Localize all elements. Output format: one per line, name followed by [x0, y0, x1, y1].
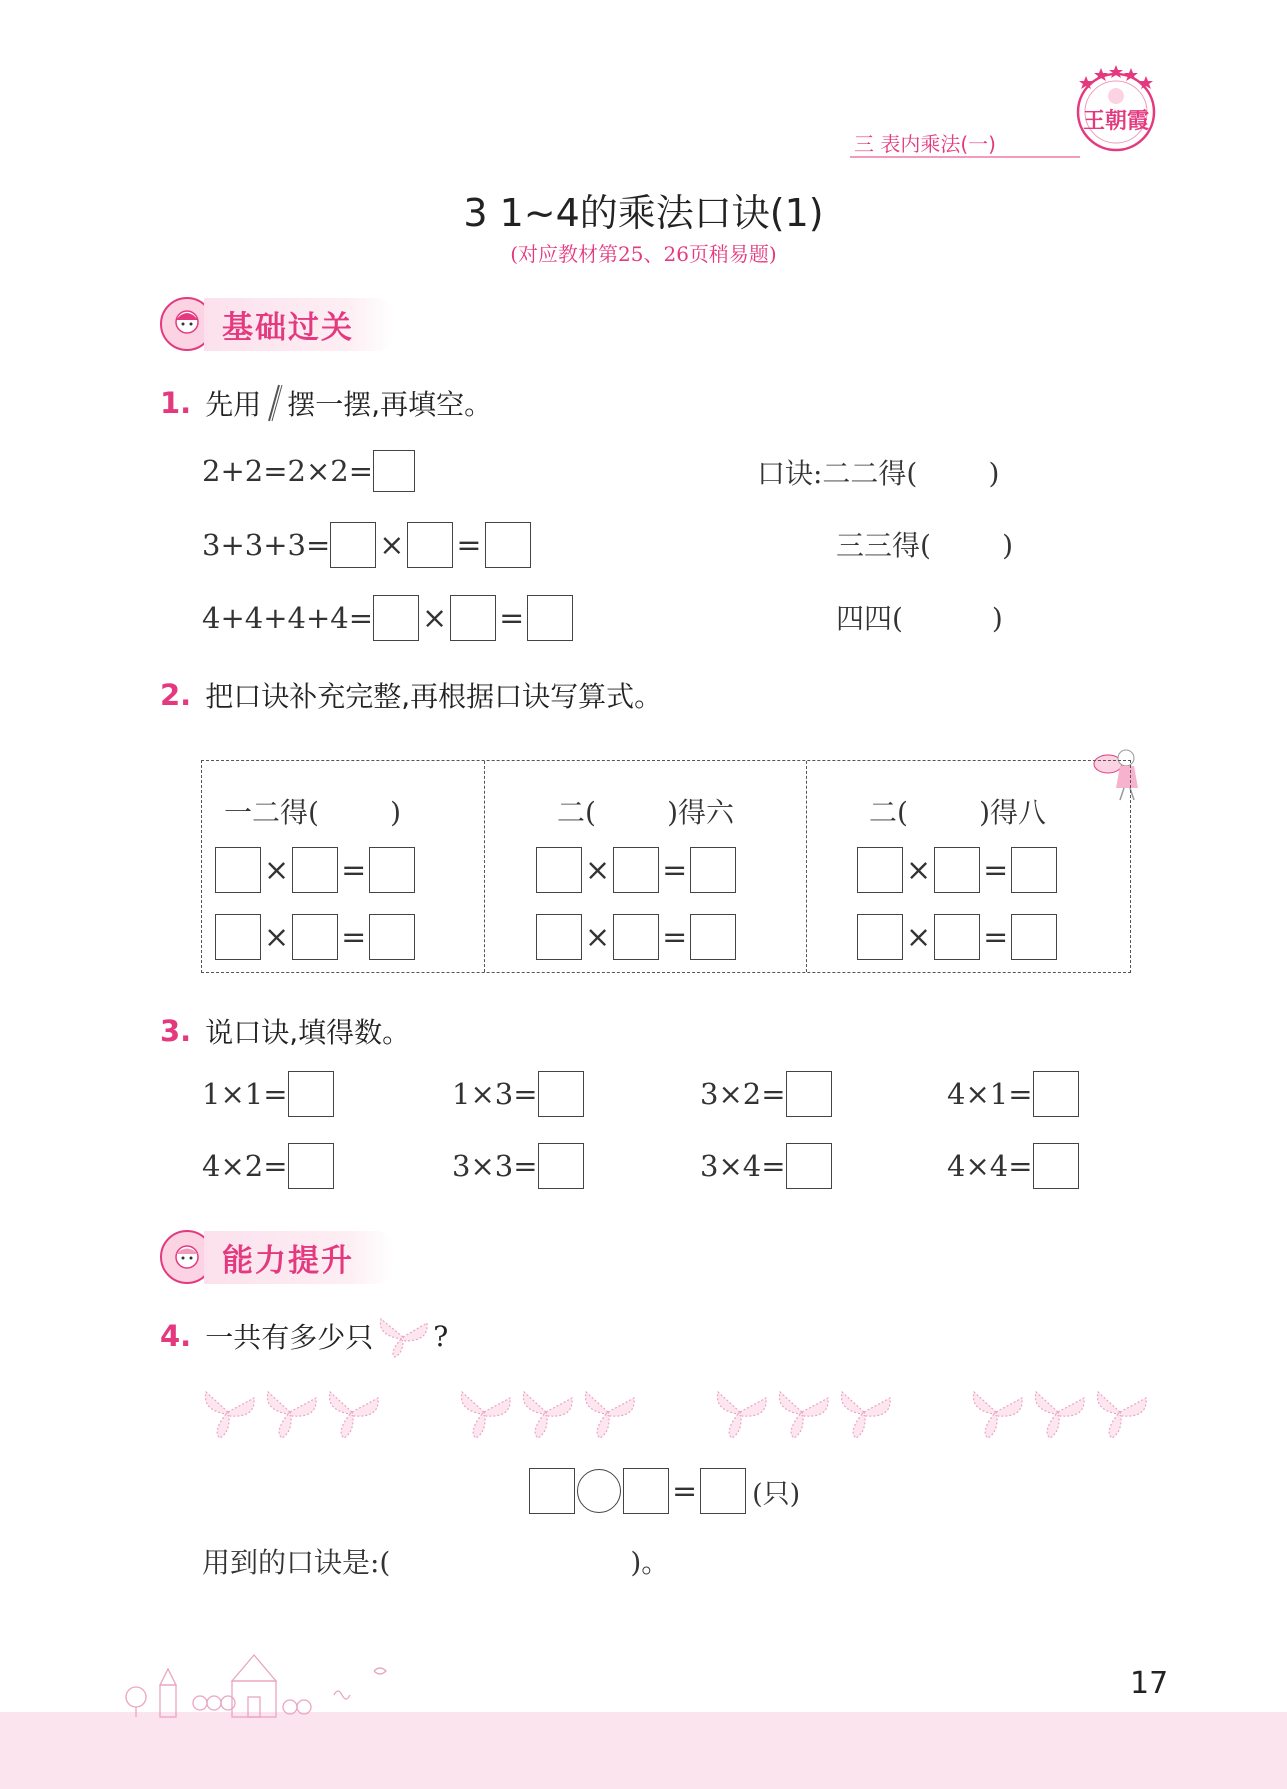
answer-box[interactable] — [1033, 1071, 1079, 1117]
q1-rhyme-2[interactable]: 三三得( ) — [836, 529, 1014, 562]
q2-cell-3-rhyme[interactable]: 二( )得八 — [869, 796, 1047, 829]
operator-circle[interactable] — [577, 1469, 621, 1513]
answer-box[interactable] — [215, 914, 261, 960]
equals-sign: = — [672, 1473, 698, 1509]
question-4-number: 4. — [160, 1319, 192, 1353]
answer-box[interactable] — [330, 522, 376, 568]
butterfly-group — [200, 1386, 386, 1440]
question-1-number: 1. — [160, 386, 192, 420]
q2-cell-2-eq-1 — [536, 847, 736, 893]
q3-item-expression: 3×3= — [452, 1149, 538, 1183]
times-sign: × — [422, 600, 448, 636]
answer-box[interactable] — [529, 1468, 575, 1514]
question-4-qmark: ? — [433, 1319, 449, 1353]
chapter-header — [850, 124, 1080, 158]
butterfly-icon — [324, 1386, 382, 1440]
q4-rhyme-prefix: 用到的口诀是:( — [202, 1546, 391, 1579]
brand-logo-text: 王朝霞 — [1082, 108, 1149, 134]
answer-box[interactable] — [538, 1143, 584, 1189]
q4-rhyme-blank[interactable] — [390, 1541, 630, 1581]
answer-box[interactable] — [690, 847, 736, 893]
butterfly-icon — [262, 1386, 320, 1440]
times-sign: × — [906, 852, 932, 888]
q1-row-1 — [202, 450, 415, 492]
question-3-text: 说口诀,填得数。 — [205, 1016, 411, 1049]
equals-sign: = — [499, 600, 525, 636]
answer-box[interactable] — [450, 595, 496, 641]
times-sign: × — [379, 527, 405, 563]
answer-box[interactable] — [407, 522, 453, 568]
equals-sign: = — [341, 852, 367, 888]
section-basic-label: 基础过关 — [204, 298, 394, 351]
equals-sign: = — [662, 919, 688, 955]
equals-sign: = — [662, 852, 688, 888]
answer-box[interactable] — [292, 847, 338, 893]
equals-sign: = — [341, 919, 367, 955]
stick-icon — [263, 383, 285, 423]
butterfly-icon — [1030, 1386, 1088, 1440]
question-1-text-before: 先用 — [205, 388, 262, 421]
butterfly-group — [456, 1386, 642, 1440]
chapter-underline — [850, 156, 1080, 158]
answer-box[interactable] — [536, 847, 582, 893]
question-1-text-after: 摆一摆,再填空。 — [287, 388, 493, 421]
answer-box[interactable] — [1011, 914, 1057, 960]
q2-cell-3-eq-1 — [857, 847, 1057, 893]
q3-item-1 — [202, 1071, 334, 1117]
question-2 — [160, 675, 662, 715]
q4-rhyme-suffix: )。 — [630, 1546, 670, 1579]
answer-box[interactable] — [288, 1143, 334, 1189]
q1-row-3-expression: 4+4+4+4= — [202, 601, 373, 635]
answer-box[interactable] — [215, 847, 261, 893]
times-sign: × — [585, 852, 611, 888]
q2-cell-1-eq-1 — [215, 847, 415, 893]
answer-box[interactable] — [623, 1468, 669, 1514]
answer-box[interactable] — [369, 914, 415, 960]
answer-box[interactable] — [1033, 1143, 1079, 1189]
times-sign: × — [264, 852, 290, 888]
answer-box[interactable] — [690, 914, 736, 960]
unit-label: (只) — [752, 1478, 801, 1510]
page-subtitle: (对应教材第25、26页稍易题) — [510, 242, 777, 266]
q4-equation — [529, 1468, 800, 1514]
answer-box[interactable] — [373, 450, 415, 492]
answer-box[interactable] — [857, 914, 903, 960]
q3-item-expression: 4×1= — [947, 1077, 1033, 1111]
answer-box[interactable] — [288, 1071, 334, 1117]
answer-box[interactable] — [857, 847, 903, 893]
answer-box[interactable] — [613, 847, 659, 893]
q3-item-8 — [947, 1143, 1079, 1189]
section-advanced — [160, 1230, 394, 1284]
page-number: 17 — [1130, 1666, 1169, 1701]
town-illustration-icon — [120, 1645, 410, 1719]
answer-box[interactable] — [292, 914, 338, 960]
butterfly-group — [968, 1386, 1154, 1440]
answer-box[interactable] — [700, 1468, 746, 1514]
question-3-number: 3. — [160, 1014, 192, 1048]
butterfly-icon — [712, 1386, 770, 1440]
butterfly-icon — [774, 1386, 832, 1440]
question-4 — [160, 1313, 448, 1359]
q3-item-7 — [700, 1143, 832, 1189]
butterfly-groups — [200, 1386, 1150, 1440]
section-basic — [160, 297, 394, 351]
section-advanced-label: 能力提升 — [204, 1231, 394, 1284]
answer-box[interactable] — [786, 1071, 832, 1117]
q2-cell-2 — [485, 761, 807, 972]
answer-box[interactable] — [934, 847, 980, 893]
butterfly-icon — [836, 1386, 894, 1440]
q2-cell-3-eq-2 — [857, 914, 1057, 960]
q1-rhyme-3[interactable]: 四四( ) — [836, 602, 1003, 635]
answer-box[interactable] — [485, 522, 531, 568]
q1-row-2 — [202, 522, 531, 568]
q1-row-1-expression: 2+2=2×2= — [202, 454, 373, 488]
answer-box[interactable] — [373, 595, 419, 641]
brand-logo — [1068, 60, 1164, 156]
equals-sign: = — [983, 919, 1009, 955]
answer-box[interactable] — [613, 914, 659, 960]
equals-sign: = — [983, 852, 1009, 888]
butterfly-icon — [200, 1386, 258, 1440]
q3-item-5 — [202, 1143, 334, 1189]
q2-cell-3 — [807, 761, 1129, 972]
times-sign: × — [264, 919, 290, 955]
q1-rhyme-1[interactable]: 口诀:二二得( ) — [757, 457, 1000, 490]
q2-cell-1 — [202, 761, 485, 972]
q1-row-3 — [202, 595, 573, 641]
q3-item-expression: 4×4= — [947, 1149, 1033, 1183]
question-2-number: 2. — [160, 678, 192, 712]
answer-box[interactable] — [1011, 847, 1057, 893]
times-sign: × — [585, 919, 611, 955]
q3-item-expression: 1×3= — [452, 1077, 538, 1111]
q3-item-6 — [452, 1143, 584, 1189]
answer-box[interactable] — [538, 1071, 584, 1117]
q2-table — [201, 760, 1131, 973]
answer-box[interactable] — [934, 914, 980, 960]
answer-box[interactable] — [369, 847, 415, 893]
page-title: 3 1~4的乘法口诀(1) — [463, 191, 824, 235]
chapter-label: 三 表内乘法(一) — [854, 132, 996, 156]
q3-item-expression: 3×2= — [700, 1077, 786, 1111]
question-2-text: 把口诀补充完整,再根据口诀写算式。 — [205, 680, 663, 713]
q3-item-expression: 3×4= — [700, 1149, 786, 1183]
q3-item-2 — [452, 1071, 584, 1117]
butterfly-icon — [518, 1386, 576, 1440]
q3-item-expression: 4×2= — [202, 1149, 288, 1183]
question-3 — [160, 1011, 410, 1051]
times-sign: × — [906, 919, 932, 955]
q2-cell-2-eq-2 — [536, 914, 736, 960]
butterfly-icon — [375, 1313, 431, 1359]
q1-row-2-expression: 3+3+3= — [202, 528, 331, 562]
q3-item-4 — [947, 1071, 1079, 1117]
equals-sign: = — [456, 527, 482, 563]
question-1 — [160, 383, 492, 423]
q2-cell-1-eq-2 — [215, 914, 415, 960]
butterfly-icon — [1092, 1386, 1150, 1440]
question-4-text: 一共有多少只 — [205, 1321, 374, 1354]
butterfly-icon — [580, 1386, 638, 1440]
q4-rhyme-line — [202, 1541, 669, 1581]
q2-cell-1-rhyme[interactable]: 一二得( ) — [224, 796, 402, 829]
butterfly-group — [712, 1386, 898, 1440]
q3-item-3 — [700, 1071, 832, 1117]
answer-box[interactable] — [527, 595, 573, 641]
butterfly-icon — [456, 1386, 514, 1440]
butterfly-icon — [968, 1386, 1026, 1440]
answer-box[interactable] — [536, 914, 582, 960]
q3-item-expression: 1×1= — [202, 1077, 288, 1111]
q2-cell-2-rhyme[interactable]: 二( )得六 — [557, 796, 735, 829]
footer-band — [0, 1712, 1287, 1789]
answer-box[interactable] — [786, 1143, 832, 1189]
